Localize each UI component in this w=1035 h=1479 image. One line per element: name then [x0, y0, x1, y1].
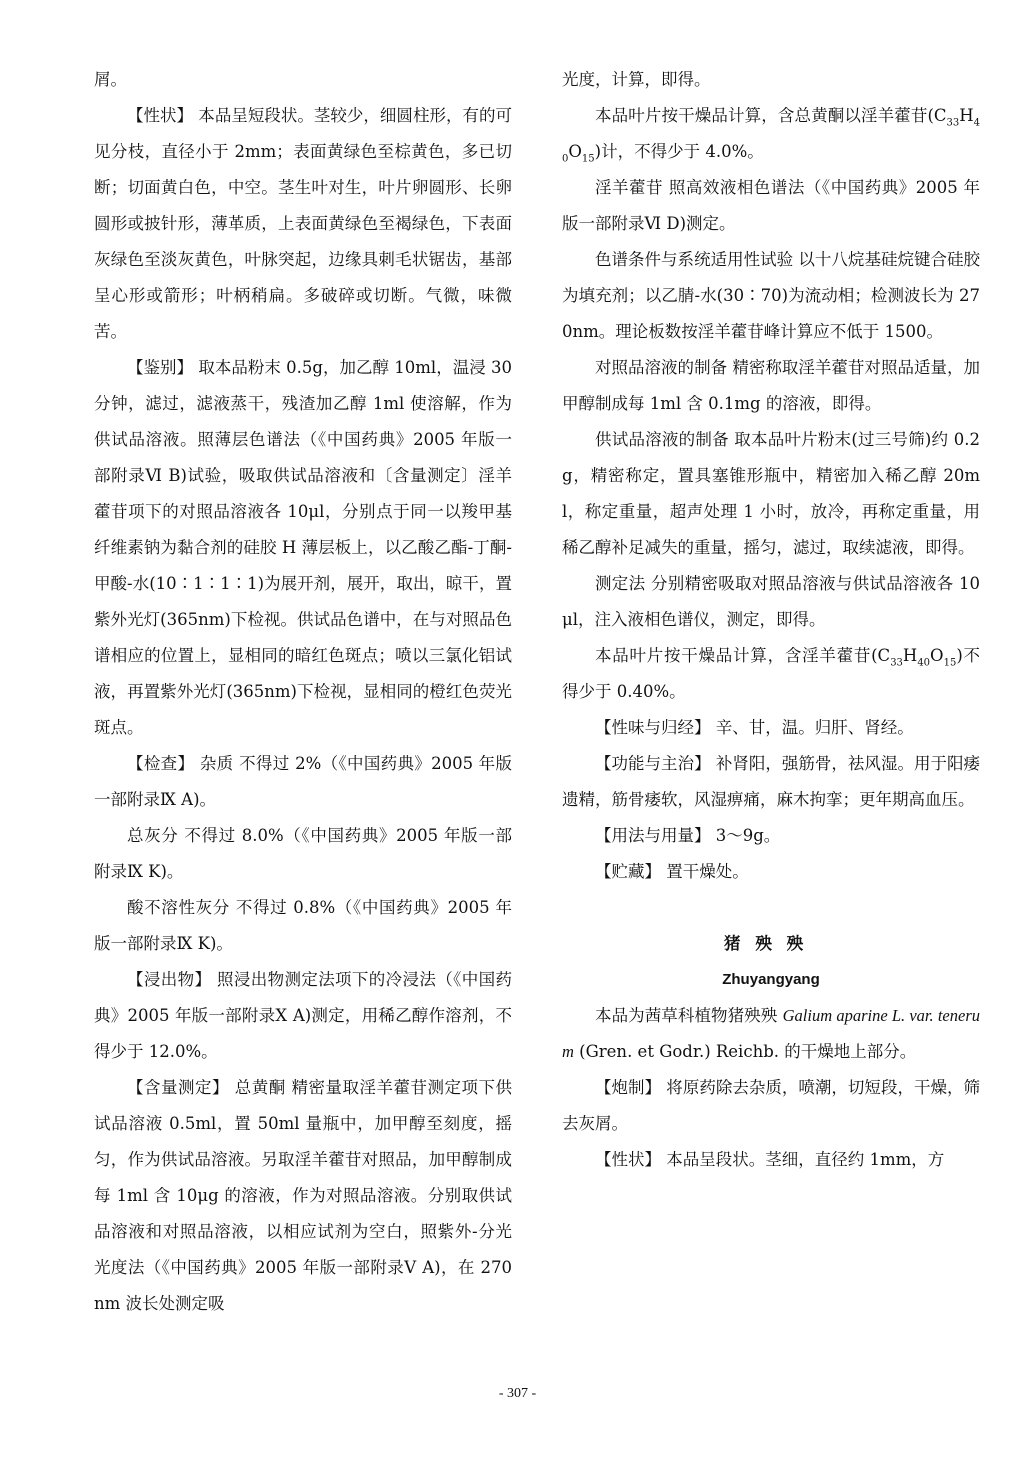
text: 不得过 0.8%（《中国药典》2005 年版一部附录Ⅸ K)。 [94, 898, 512, 953]
text: )不得少于 0.40%。 [562, 646, 981, 701]
paragraph [94, 62, 512, 98]
subheading: 总黄酮 [229, 1078, 286, 1097]
paragraph-characteristics [94, 98, 512, 350]
subheading: 供试品溶液的制备 [595, 430, 729, 449]
paragraph-total-ash [94, 818, 512, 890]
text: 本品呈段状。茎细，直径约 1mm，方 [661, 1150, 945, 1169]
text: H [902, 646, 918, 665]
text: 以十八烷基硅烷键合硅胶为填充剂；以乙腈-水(30∶70)为流动相；检测波长为 270nm。理论板数按淫羊藿苷峰计算应不低于 1500。 [562, 250, 981, 341]
subscript: 15 [581, 153, 595, 165]
text: 照浸出物测定法项下的冷浸法（《中国药典》2005 年版一部附录Ⅹ A)测定，用稀乙醇作溶剂，不得少于 12.0%。 [94, 970, 513, 1061]
text: O [930, 646, 944, 665]
subheading: 总灰分 [127, 826, 179, 845]
right-column [562, 62, 980, 1178]
paragraph-function [562, 746, 980, 818]
section-heading: 【贮藏】 [595, 862, 661, 881]
subheading: 淫羊藿苷 [595, 178, 664, 197]
text: H [959, 106, 974, 125]
left-column [94, 62, 512, 1322]
paragraph-extract [94, 962, 512, 1070]
text: 精密称取淫羊藿苷对照品适量，加甲醇制成每 1ml 含 0.1mg 的溶液，即得。 [562, 358, 981, 413]
paragraph [562, 62, 980, 98]
paragraph-method [562, 566, 980, 638]
subscript: 33 [946, 117, 960, 129]
text: 将原药除去杂质，喷潮，切短段，干燥，筛去灰屑。 [562, 1078, 980, 1133]
subheading: 酸不溶性灰分 [127, 898, 230, 917]
text: 3～9g。 [710, 826, 781, 845]
paragraph-source [562, 998, 980, 1070]
text: 置干燥处。 [661, 862, 749, 881]
paragraph-identification [94, 350, 512, 746]
paragraph-chromatography [562, 242, 980, 350]
entry-pinyin: Zhuyangyang [722, 971, 820, 988]
paragraph-icariin-content [562, 638, 980, 710]
subheading: 色谱条件与系统适用性试验 [595, 250, 794, 269]
text: 照高效液相色谱法（《中国药典》2005 年版一部附录Ⅵ D)测定。 [562, 178, 981, 233]
section-heading: 【性状】 [595, 1150, 661, 1169]
paragraph-storage [562, 854, 980, 890]
paragraph-icariin [562, 170, 980, 242]
paragraph-characteristics [562, 1142, 980, 1178]
subscript: 40 [562, 117, 980, 165]
section-heading: 【浸出物】 [127, 970, 212, 989]
spacer [562, 890, 980, 926]
subheading: 杂质 [194, 754, 234, 773]
text: 屑。 [94, 70, 127, 89]
section-heading: 【功能与主治】 [595, 754, 711, 773]
text: 本品叶片按干燥品计算，含淫羊藿苷(C [595, 646, 891, 665]
text: 不得过 2%（《中国药典》2005 年版一部附录Ⅸ A)。 [94, 754, 513, 809]
section-heading: 【性味与归经】 [595, 718, 711, 737]
section-heading: 【用法与用量】 [595, 826, 711, 845]
subheading: 测定法 [595, 574, 646, 593]
text: 辛、甘，温。归肝、肾经。 [710, 718, 914, 737]
section-heading: 【性状】 [127, 106, 194, 125]
text: 本品叶片按干燥品计算，含总黄酮以淫羊藿苷(C [595, 106, 947, 125]
text: 光度，计算，即得。 [562, 70, 711, 89]
text: 本品呈短段状。茎较少，细圆柱形，有的可见分枝，直径小于 2mm；表面黄绿色至棕黄色，多已切断；切面黄白色，中空。茎生叶对生，叶片卵圆形、长卵圆形或披针形，薄革质，上表面黄绿色至褐绿色，下表面灰绿色至淡灰黄色，叶脉突起，边缘具刺毛状锯齿，基部呈心形或箭形；叶柄稍扁。多破碎或切断。气微，味微苦。 [94, 106, 512, 341]
text: O [568, 142, 582, 161]
paragraph-inspection [94, 746, 512, 818]
entry-title: 猪殃殃 [723, 934, 819, 953]
paragraph-test-solution [562, 422, 980, 566]
subscript: 33 [890, 657, 903, 669]
section-heading: 【检查】 [127, 754, 195, 773]
paragraph-reference-solution [562, 350, 980, 422]
text: )计，不得少于 4.0%。 [594, 142, 764, 161]
text: 补肾阳，强筋骨，祛风湿。用于阳痿遗精，筋骨痿软，风湿痹痛，麻木拘挛；更年期高血压。 [562, 754, 980, 809]
text: 取本品粉末 0.5g，加乙醇 10ml，温浸 30 分钟，滤过，滤液蒸干，残渣加乙醇 1ml 使溶解，作为供试品溶液。照薄层色谱法（《中国药典》2005 年版一部附录Ⅵ B)试验，吸取供试品溶液和〔含量测定〕淫羊藿苷项下的对照品溶液各 10μl，分别点于同一以羧甲基纤维素钠为黏合剂的硅胶 H 薄层板上，以乙酸乙酯-丁酮-甲酸-水(10∶1∶1∶1)为展开剂，展开，取出，晾干，置紫外光灯(365nm)下检视。供试品色谱中，在与对照品色谱相应的位置上，显相同的暗红色斑点；喷以三氯化铝试液，再置紫外光灯(365nm)下检视，显相同的橙红色荧光斑点。 [94, 358, 513, 737]
text: (Gren. et Godr.) Reichb. 的干燥地上部分。 [573, 1042, 917, 1061]
latin-name: Galium aparine L. var. tenerum [562, 1006, 980, 1061]
paragraph-acid-insoluble-ash [94, 890, 512, 962]
paragraph-processing [562, 1070, 980, 1142]
section-heading: 【鉴别】 [127, 358, 194, 377]
text: 精密量取淫羊藿苷测定项下供试品溶液 0.5ml，置 50ml 量瓶中，加甲醇至刻度，摇匀，作为供试品溶液。另取淫羊藿苷对照品，加甲醇制成每 1ml 含 10μg 的溶液，作为对照品溶液。分别取供试品溶液和对照品溶液，以相应试剂为空白，照紫外-分光光度法（《中国药典》2005 年版一部附录Ⅴ A)，在 270nm 波长处测定吸 [94, 1078, 512, 1313]
paragraph-flavonoid-content [562, 98, 980, 170]
text: 取本品叶片粉末(过三号筛)约 0.2g，精密称定，置具塞锥形瓶中，精密加入稀乙醇 20ml，称定重量，超声处理 1 小时，放冷，再称定重量，用稀乙醇补足减失的重量，摇匀，滤过，取续滤液，即得。 [562, 430, 980, 557]
text: 分别精密吸取对照品溶液与供试品溶液各 10μl，注入液相色谱仪，测定，即得。 [562, 574, 980, 629]
paragraph-nature-meridian [562, 710, 980, 746]
subheading: 对照品溶液的制备 [595, 358, 728, 377]
section-heading: 【炮制】 [595, 1078, 662, 1097]
subscript: 40 [917, 657, 931, 669]
paragraph-dosage [562, 818, 980, 854]
text: 不得过 8.0%（《中国药典》2005 年版一部附录Ⅸ K)。 [94, 826, 512, 881]
page-number: - 307 - [498, 1386, 537, 1401]
paragraph-assay [94, 1070, 512, 1322]
text: 本品为茜草科植物猪殃殃 [595, 1006, 783, 1025]
subscript: 15 [943, 657, 957, 669]
section-heading: 【含量测定】 [127, 1078, 229, 1097]
